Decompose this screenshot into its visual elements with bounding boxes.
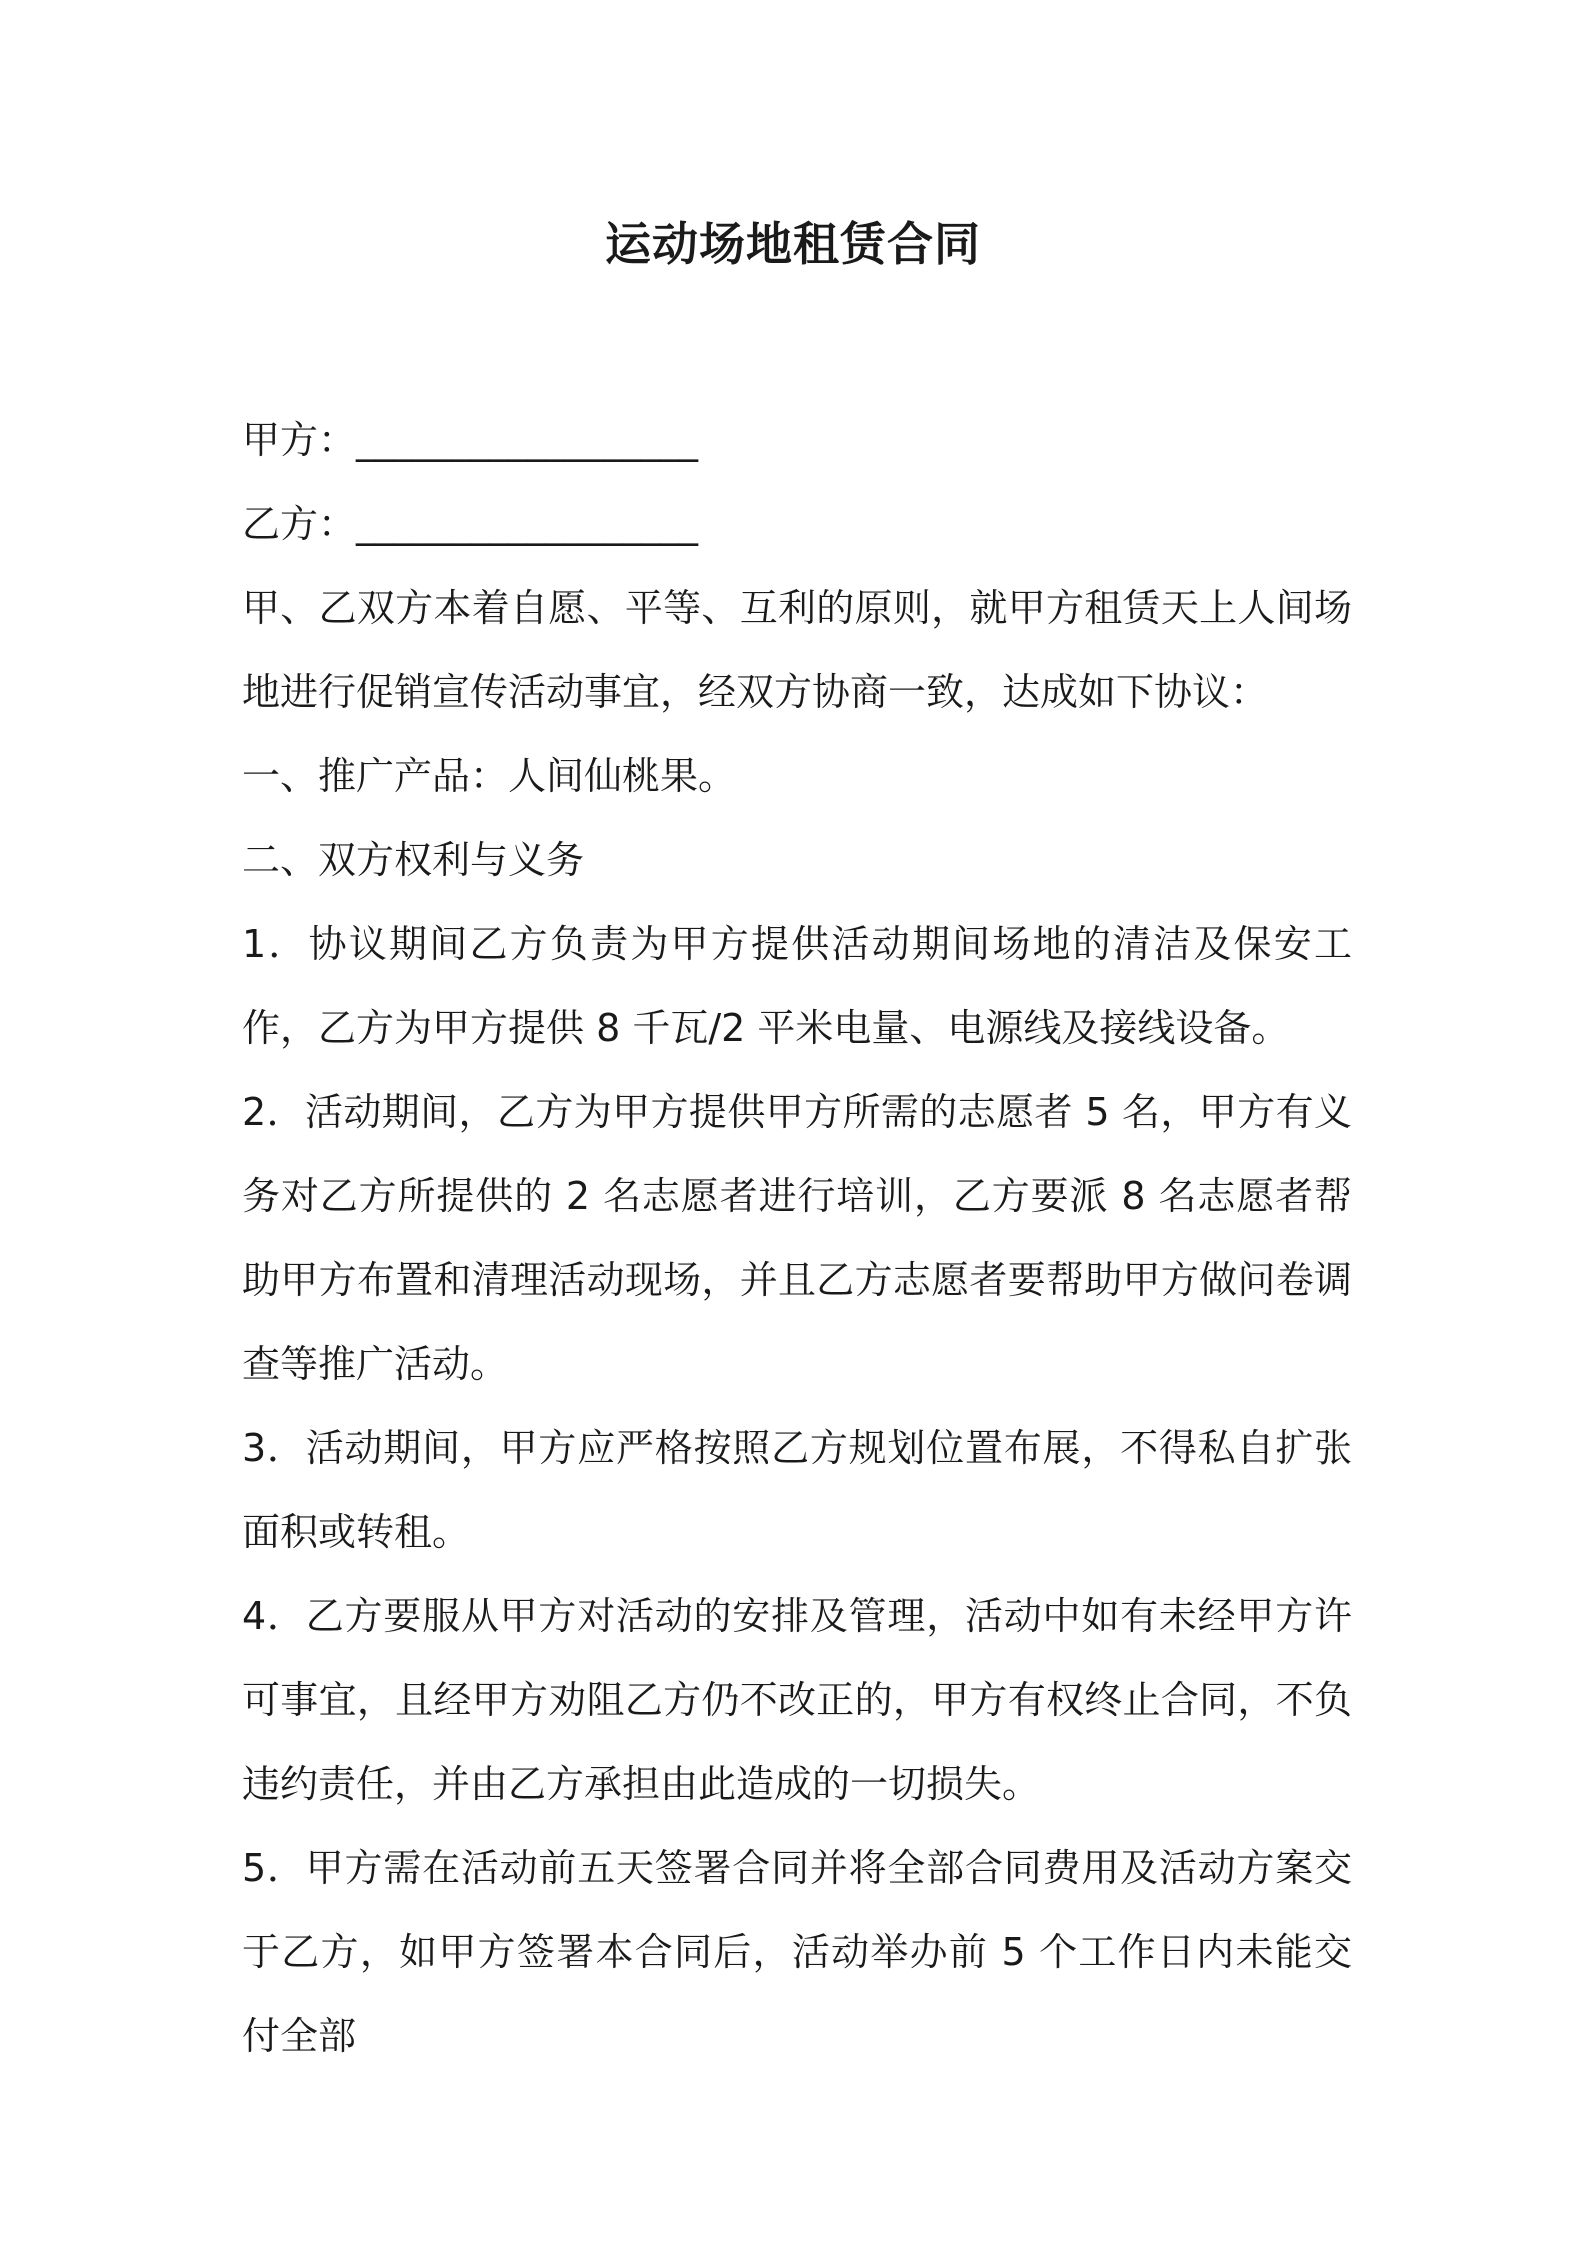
party-a-line: [242, 398, 1342, 482]
clause-4: 4．乙方要服从甲方对活动的安排及管理，活动中如有未经甲方许可事宜，且经甲方劝阻乙方仍不改正的，甲方有权终止合同，不负违约责任，并由乙方承担由此造成的一切损失。: [242, 1594, 1352, 1806]
clause-2: 2．活动期间，乙方为甲方提供甲方所需的志愿者 5 名，甲方有义务对乙方所提供的 2 名志愿者进行培训，乙方要派 8 名志愿者帮助甲方布置和清理活动现场，并且乙方志愿者要帮助甲方做问卷调查等推广活动。: [242, 1090, 1352, 1386]
clause-3: 3．活动期间，甲方应严格按照乙方规划位置布展，不得私自扩张面积或转租。: [242, 1426, 1352, 1554]
party-a-blank: __________________: [356, 418, 699, 462]
intro-paragraph: 甲、乙双方本着自愿、平等、互利的原则，就甲方租赁天上人间场地进行促销宣传活动事宜，经双方协商一致，达成如下协议：: [242, 586, 1352, 714]
clause-1: 1．协议期间乙方负责为甲方提供活动期间场地的清洁及保安工作，乙方为甲方提供 8 千瓦/2 平米电量、电源线及接线设备。: [242, 922, 1352, 1050]
contract-body: [242, 566, 1352, 2078]
clause-5: 5．甲方需在活动前五天签署合同并将全部合同费用及活动方案交于乙方，如甲方签署本合同后，活动举办前 5 个工作日内未能交付全部: [242, 1846, 1352, 2058]
party-b-label: 乙方：: [242, 502, 357, 546]
section-heading-rights: 二、双方权利与义务: [242, 838, 585, 882]
party-a-label: 甲方：: [242, 418, 357, 462]
party-b-line: [242, 482, 1342, 566]
parties-block: [242, 398, 1342, 566]
party-b-blank: __________________: [356, 502, 699, 546]
document-title: 运动场地租赁合同: [605, 217, 981, 271]
section-heading-product: 一、推广产品：人间仙桃果。: [242, 754, 737, 798]
